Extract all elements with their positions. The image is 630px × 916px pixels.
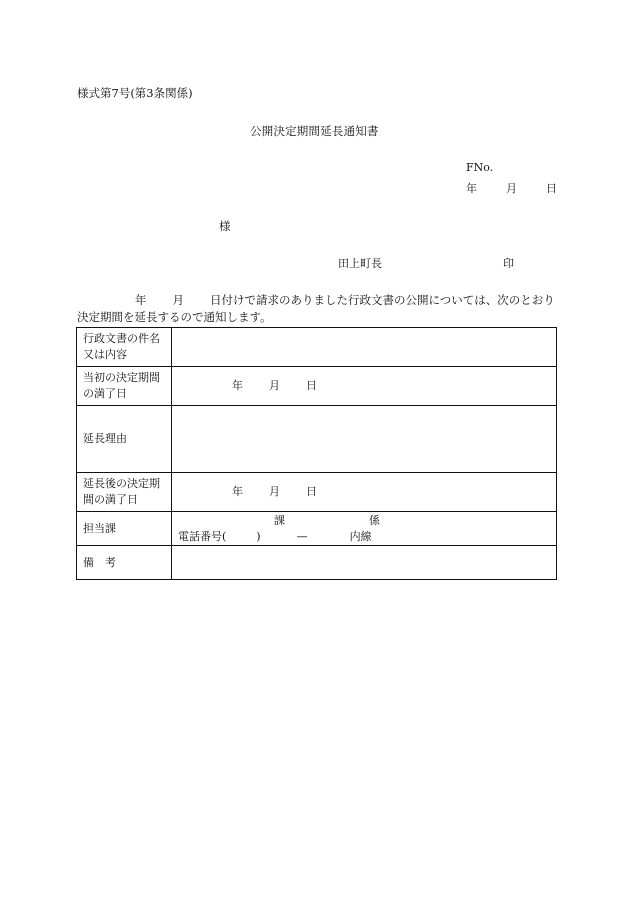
original-deadline-label: 当初の決定期間の満了日 [77,367,172,406]
issue-date-day: 日 [546,182,557,195]
remarks-label: 備 考 [77,546,172,580]
phone-dash: — [296,529,308,543]
phone-line [178,529,550,545]
document-name-label: 行政文書の件名又は内容 [77,328,172,367]
table-row [77,406,557,473]
body-day-text: 日付けで請求のありました行政文書の公開については、次のとおり決定期間を延長するので通知します。 [77,293,555,324]
file-number-label: FNo. [466,161,494,174]
extended-deadline-day: 日 [306,485,317,498]
issue-date [466,180,557,196]
issuer-name: 田上町長 [338,257,382,270]
table-row [77,473,557,512]
department-field[interactable] [172,512,557,546]
phone-close: ) [256,529,261,543]
extension-reason-label: 延長理由 [77,406,172,473]
extended-deadline-label: 延長後の決定期間の満了日 [77,473,172,512]
original-deadline-month: 月 [269,379,280,392]
section-ka: 課 [274,513,285,527]
issue-date-year: 年 [466,182,477,195]
seal-mark: 印 [503,257,514,270]
table-row [77,367,557,406]
addressee-suffix: 様 [219,219,231,233]
section-kakari: 係 [369,513,380,527]
table-row [77,512,557,546]
extended-deadline-month: 月 [269,485,280,498]
department-line [178,513,550,529]
original-deadline-day: 日 [306,379,317,392]
notice-table [76,327,557,580]
body-month: 月 [172,293,184,307]
form-number: 様式第7号(第3条関係) [77,86,193,100]
department-label: 担当課 [77,512,172,546]
table-row [77,328,557,367]
phone-extension: 内線 [349,529,372,543]
body-year: 年 [135,293,147,307]
extended-deadline-field[interactable] [172,473,557,512]
remarks-field[interactable] [172,546,557,580]
original-deadline-year: 年 [232,379,243,392]
phone-label: 電話番号( [178,529,227,543]
issue-date-month: 月 [506,182,517,195]
document-name-field[interactable] [172,328,557,367]
extension-reason-field[interactable] [172,406,557,473]
table-row [77,546,557,580]
notice-body-text [77,292,557,326]
extended-deadline-year: 年 [232,485,243,498]
document-title: 公開決定期間延長通知書 [250,124,379,138]
original-deadline-field[interactable] [172,367,557,406]
